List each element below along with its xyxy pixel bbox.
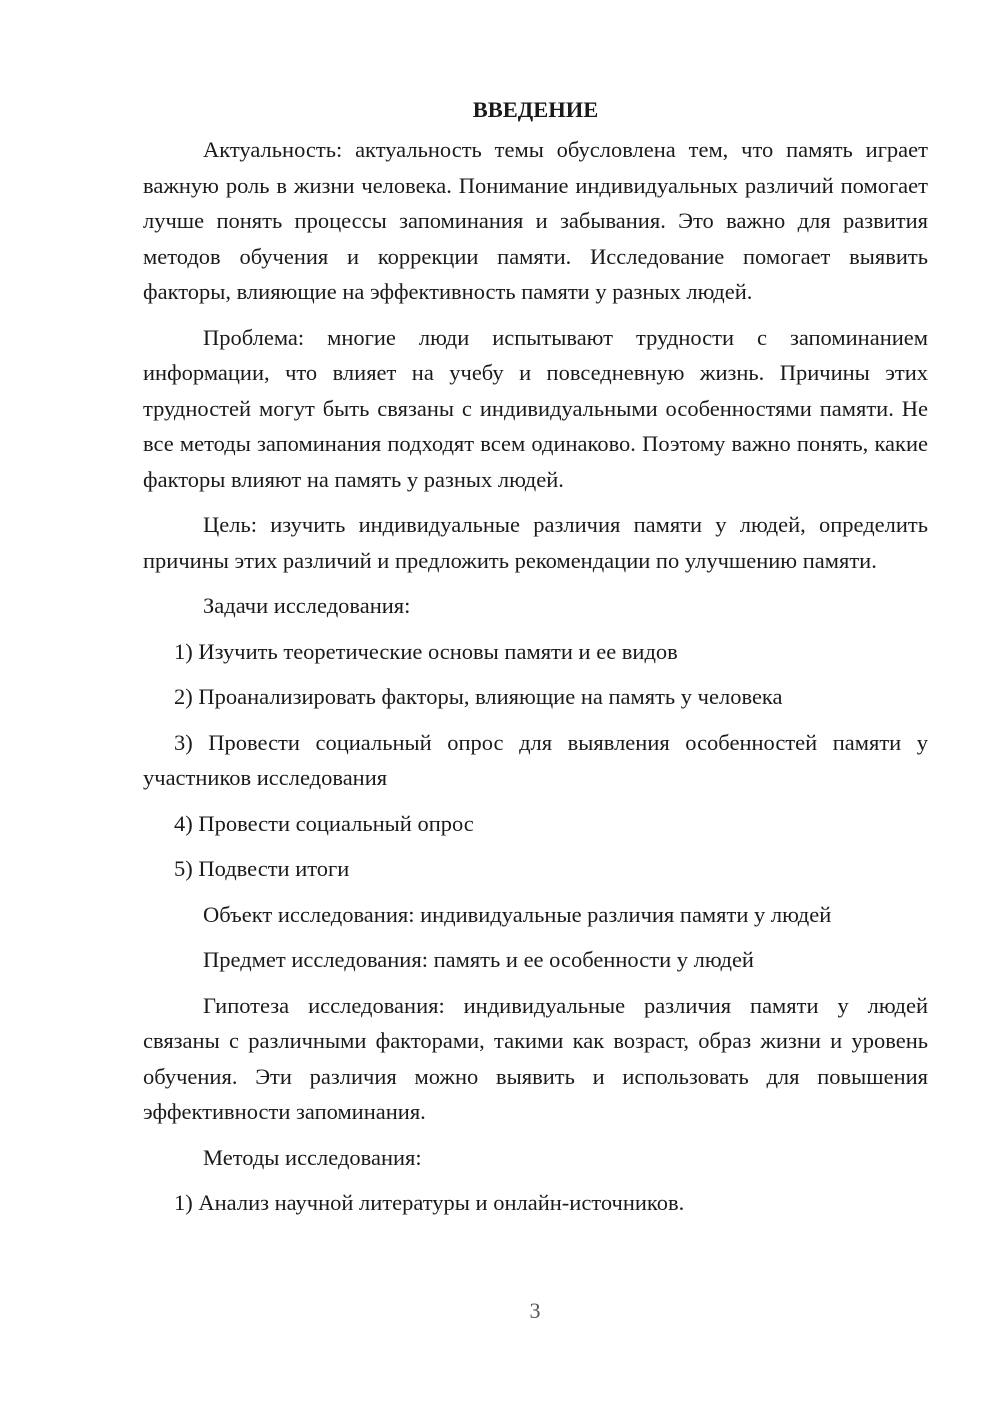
task-item-1: 1) Изучить теоретические основы памяти и ее видов xyxy=(174,638,678,664)
hypothesis-paragraph: Гипотеза исследования: индивидуальные различия памяти у людей связаны с различными факторами, такими как возраст, образ жизни и уровень обучения. Эти различия можно выявить и использовать для повышения эффективности запоминания. xyxy=(143,992,928,1124)
task-item-4: 4) Провести социальный опрос xyxy=(174,810,474,836)
tasks-heading: Задачи исследования: xyxy=(203,593,411,618)
task-item-5: 5) Подвести итоги xyxy=(174,856,350,881)
method-item-1: 1) Анализ научной литературы и онлайн-источников. xyxy=(174,1190,685,1215)
page-content xyxy=(143,94,928,1231)
research-object: Объект исследования: индивидуальные различия памяти у людей xyxy=(203,901,832,927)
goal-paragraph: Цель: изучить индивидуальные различия памяти у людей, определить причины этих различий и предложить рекомендации по улучшению памяти. xyxy=(143,512,928,573)
task-item-3: 3) Провести социальный опрос для выявления особенностей памяти у участников исследования xyxy=(143,729,928,790)
methods-heading: Методы исследования: xyxy=(203,1144,422,1170)
research-subject: Предмет исследования: память и ее особенности у людей xyxy=(203,947,754,972)
page-title: ВВЕДЕНИЕ xyxy=(472,97,599,122)
task-item-2: 2) Проанализировать факторы, влияющие на память у человека xyxy=(174,684,783,709)
page-number: 3 xyxy=(529,1298,541,1323)
relevance-paragraph: Актуальность: актуальность темы обусловлена тем, что память играет важную роль в жизни человека. Понимание индивидуальных различий помогает лучше понять процессы запоминания и забывания. Это важно для развития методов обучения и коррекции памяти. Исследование помогает выявить факторы, влияющие на эффективность памяти у разных людей. xyxy=(143,137,928,304)
problem-paragraph: Проблема: многие люди испытывают трудности с запоминанием информации, что влияет на учебу и повседневную жизнь. Причины этих трудностей могут быть связаны с индивидуальными особенностями памяти. Не все методы запоминания подходят всем одинаково. Поэтому важно понять, какие факторы влияют на память у разных людей. xyxy=(143,324,928,492)
